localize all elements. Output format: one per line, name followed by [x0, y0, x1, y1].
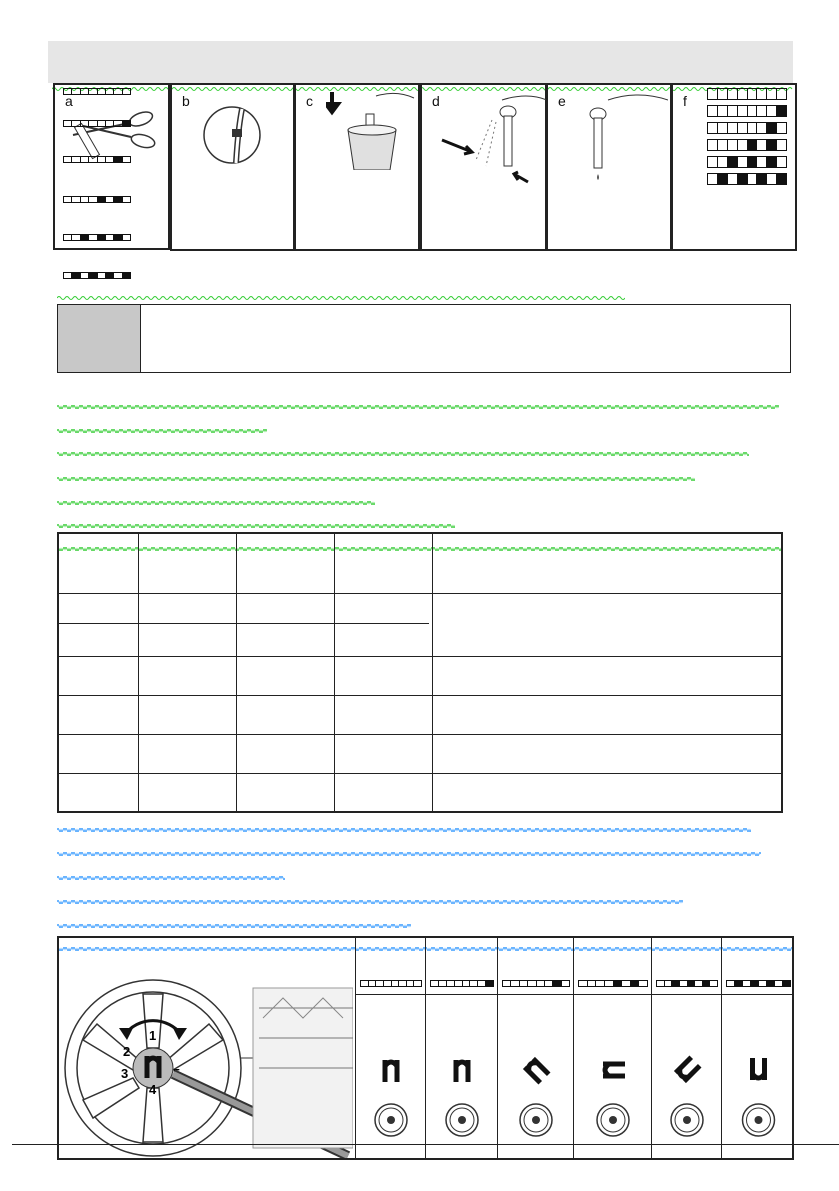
table-col — [335, 534, 433, 811]
table-row-line — [59, 593, 781, 594]
panel-a — [53, 83, 170, 250]
panel-label: b — [182, 93, 190, 109]
column-divider — [652, 994, 721, 995]
wavy-text-line — [57, 875, 285, 881]
panel-label: a — [65, 93, 73, 109]
wavy-text-line — [57, 851, 761, 857]
column-divider — [498, 994, 573, 995]
dial-number-1: 1 — [149, 1028, 157, 1043]
wavy-text-line — [57, 404, 779, 410]
dial-position-icon — [574, 1042, 652, 1152]
footer-line — [12, 1144, 839, 1145]
dial-position-column — [573, 938, 651, 1158]
dial-number-3: 3 — [121, 1066, 129, 1081]
table-row-line — [59, 773, 781, 774]
column-divider — [574, 994, 651, 995]
dial-position-icon — [426, 1042, 498, 1152]
table-row-line — [59, 695, 781, 696]
table-row-line — [59, 734, 781, 735]
hose-icon — [202, 105, 262, 165]
table-col — [59, 534, 139, 811]
table-col — [139, 534, 237, 811]
header-bar — [48, 41, 793, 83]
wavy-text-line — [57, 923, 411, 929]
dial-position-column — [651, 938, 721, 1158]
dial-position-icon — [722, 1042, 795, 1152]
panel-b — [170, 83, 295, 251]
note-box — [57, 304, 791, 373]
table-row-line — [59, 656, 781, 657]
table-strip — [63, 234, 131, 241]
panel-f-strip — [707, 88, 787, 100]
drip-strip-icon — [568, 90, 668, 185]
dial-number-4: 4 — [149, 1082, 157, 1097]
panel-f-strip — [707, 139, 787, 151]
panel-f — [671, 83, 797, 251]
panel-d — [420, 83, 547, 251]
dial-position-column — [425, 938, 497, 1158]
table-row-line — [59, 623, 429, 624]
column-strip — [578, 980, 648, 987]
dial-illustration — [63, 978, 353, 1158]
column-divider — [356, 994, 425, 995]
wavy-text-line — [57, 827, 751, 833]
strip-compare-chart-icon — [707, 88, 787, 188]
dial-number-2: 2 — [123, 1044, 131, 1059]
table-strip — [63, 120, 131, 127]
table-strip — [63, 156, 131, 163]
dial-position-icon — [498, 1042, 574, 1152]
panel-label: c — [306, 93, 313, 109]
panel-f-strip — [707, 122, 787, 134]
shake-strip-icon — [432, 90, 547, 190]
panel-label: d — [432, 93, 440, 109]
wavy-text-line — [57, 476, 695, 482]
section-wavy-line — [57, 295, 625, 301]
table-strip — [63, 196, 131, 203]
table-strip — [63, 88, 131, 95]
panel-e — [546, 83, 672, 251]
dial-figure-frame — [57, 936, 794, 1160]
table-strip — [63, 272, 131, 279]
column-strip — [656, 980, 718, 987]
dip-strip-in-glass-icon — [326, 90, 416, 170]
dial-position-icon — [652, 1042, 722, 1152]
column-strip — [360, 980, 422, 987]
dial-position-column — [497, 938, 573, 1158]
wavy-text-line — [57, 899, 683, 905]
column-strip — [726, 980, 791, 987]
column-divider — [722, 994, 794, 995]
wavy-text-line — [57, 428, 267, 434]
panel-c — [294, 83, 420, 251]
panel-f-strip — [707, 105, 787, 117]
note-icon-area — [58, 305, 141, 372]
wavy-text-line — [57, 500, 375, 506]
dial-position-column — [721, 938, 794, 1158]
hardness-table — [57, 532, 783, 813]
wavy-text-line — [57, 451, 749, 457]
wavy-text-line — [57, 523, 455, 529]
panel-f-strip — [707, 173, 787, 185]
column-divider — [426, 994, 497, 995]
dial-position-column — [355, 938, 425, 1158]
dial-position-icon — [356, 1042, 426, 1152]
column-strip — [502, 980, 570, 987]
panel-f-strip — [707, 156, 787, 168]
column-strip — [430, 980, 494, 987]
table-col — [237, 534, 335, 811]
panel-label: f — [683, 93, 687, 109]
panel-label: e — [558, 93, 566, 109]
